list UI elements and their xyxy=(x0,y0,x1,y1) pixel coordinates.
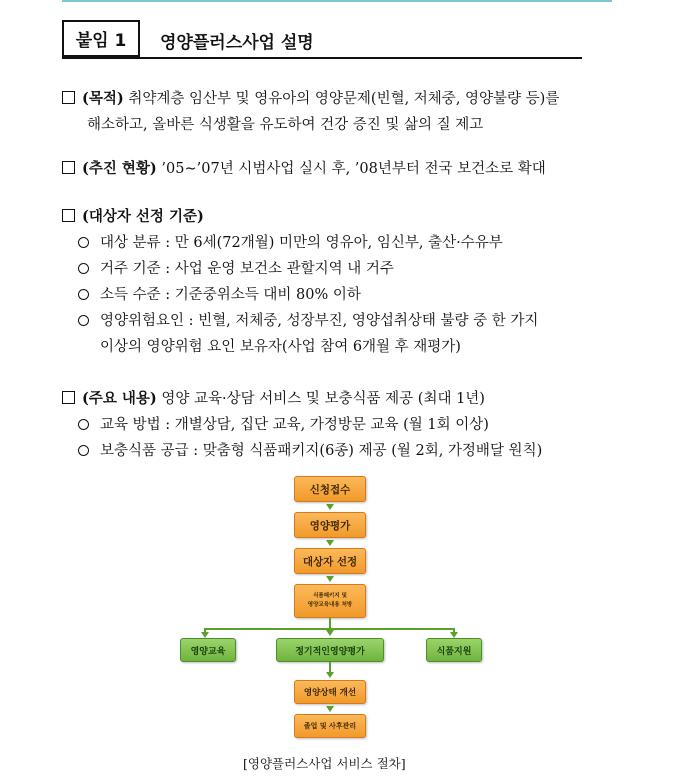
content-text: 영양 교육·상담 서비스 및 보충식품 제공 (최대 1년) xyxy=(156,391,485,407)
circle-bullet-icon xyxy=(78,289,89,300)
purpose-text: 취약계층 임산부 및 영유아의 영양문제(빈혈, 저체중, 영양불량 등)를 xyxy=(123,91,560,107)
criteria-section xyxy=(62,204,622,360)
content-item-text: 교육 방법 : 개별상담, 집단 교육, 가정방문 교육 (월 1회 이상) xyxy=(100,417,489,433)
criteria-label: (대상자 선정 기준) xyxy=(82,208,204,225)
checkbox-square-icon xyxy=(62,209,75,222)
section-header xyxy=(62,20,582,60)
arrow-down-icon xyxy=(326,672,334,678)
flow-step-selection: 대상자 선정 xyxy=(294,548,366,574)
content-item-text: 보충식품 공급 : 맞춤형 식품패키지(6종) 제공 (월 2회, 가정배달 원칙) xyxy=(100,443,543,459)
flow-step-assessment: 영양평가 xyxy=(294,512,366,538)
status-text: ’05∼’07년 시범사업 실시 후, ’08년부터 전국 보건소로 확대 xyxy=(156,161,546,177)
arrow-down-icon xyxy=(326,706,334,712)
content-heading xyxy=(62,386,622,412)
circle-bullet-icon xyxy=(78,237,89,248)
checkbox-square-icon xyxy=(62,91,75,104)
arrow-down-icon xyxy=(326,630,334,636)
flow-step-application: 신청접수 xyxy=(294,476,366,502)
flow-branch-education: 영양교육 xyxy=(180,638,236,662)
criteria-item-text: 대상 분류 : 만 6세(72개월) 미만의 영유아, 임신부, 출산·수유부 xyxy=(100,235,503,251)
flow-branch-regular-assessment: 정기적인영양평가 xyxy=(276,638,384,662)
criteria-heading xyxy=(62,204,622,230)
criteria-item-text: 영양위험요인 : 빈혈, 저체중, 성장부진, 영양섭취상태 불량 중 한 가지 xyxy=(100,313,539,329)
status-line xyxy=(62,156,622,182)
flow-step-graduation: 졸업 및 사후관리 xyxy=(294,714,366,738)
page-title: 영양플러스사업 설명 xyxy=(160,33,314,53)
status-label: (추진 현황) xyxy=(82,160,157,177)
flow-branch-food-support: 식품지원 xyxy=(426,638,482,662)
circle-bullet-icon xyxy=(78,419,89,430)
purpose-line1 xyxy=(62,86,622,112)
list-item xyxy=(62,230,622,256)
content-section xyxy=(62,386,622,464)
top-rule xyxy=(62,0,612,2)
title-underline xyxy=(62,57,582,59)
purpose-section xyxy=(62,86,622,138)
arrow-down-icon xyxy=(326,576,334,582)
prescription-line1: 식품패키지 및 xyxy=(313,593,347,599)
criteria-item-text: 거주 기준 : 사업 운영 보건소 관할지역 내 거주 xyxy=(100,261,394,277)
purpose-line2: 해소하고, 올바른 식생활을 유도하여 건강 증진 및 삶의 질 제고 xyxy=(87,117,484,133)
list-item xyxy=(62,412,622,438)
prescription-line2: 영양교육내용 처방 xyxy=(307,602,353,608)
service-flowchart xyxy=(150,468,530,748)
content-label: (주요 내용) xyxy=(82,390,157,407)
figure-caption: [영양플러스사업 서비스 절차] xyxy=(243,756,406,771)
connector-line xyxy=(329,662,331,672)
checkbox-square-icon xyxy=(62,161,75,174)
checkbox-square-icon xyxy=(62,391,75,404)
list-item xyxy=(62,256,622,282)
circle-bullet-icon xyxy=(78,263,89,274)
arrow-down-icon xyxy=(326,540,334,546)
list-item xyxy=(62,308,622,334)
attachment-label: 붙임 1 xyxy=(62,20,140,57)
flow-step-improvement: 영양상태 개선 xyxy=(294,680,366,704)
status-section xyxy=(62,156,622,182)
criteria-item-continuation: 이상의 영양위험 요인 보유자(사업 참여 6개월 후 재평가) xyxy=(100,339,461,355)
purpose-label: (목적) xyxy=(82,90,124,107)
circle-bullet-icon xyxy=(78,315,89,326)
arrow-down-icon xyxy=(326,504,334,510)
criteria-item-text: 소득 수준 : 기준중위소득 대비 80% 이하 xyxy=(100,287,361,303)
circle-bullet-icon xyxy=(78,445,89,456)
flow-step-prescription xyxy=(294,584,366,618)
list-item xyxy=(62,438,622,464)
list-item xyxy=(62,282,622,308)
